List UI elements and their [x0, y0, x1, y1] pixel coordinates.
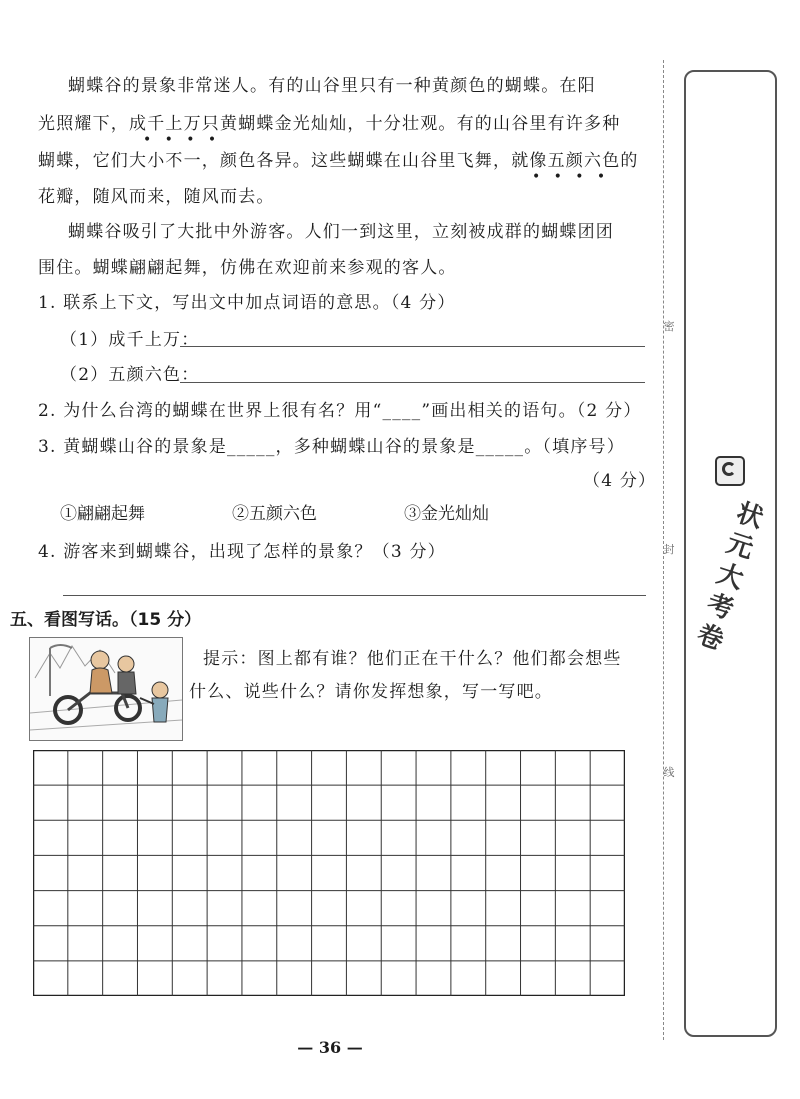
- option-2: ②五颜六色: [232, 504, 317, 524]
- question-3-score: （4 分）: [583, 471, 657, 491]
- passage-p2-line2: 围住。蝴蝶翩翩起舞，仿佛在欢迎前来参观的客人。: [38, 258, 457, 278]
- section-5-title: 五、看图写话。（15 分）: [10, 610, 202, 630]
- passage-p2-line1: 蝴蝶谷吸引了大批中外游客。人们一到这里，立刻被成群的蝴蝶团团: [68, 222, 614, 242]
- answer-line-1b[interactable]: [180, 381, 645, 383]
- question-1a-label: （1）成千上万：: [60, 330, 200, 350]
- answer-line-1a[interactable]: [180, 345, 645, 347]
- emphasis-dots-wuyanliuse: • • • •: [532, 169, 606, 185]
- brand-title: 状元大考卷: [693, 497, 767, 657]
- answer-line-4[interactable]: [63, 594, 646, 596]
- writing-grid[interactable]: [33, 750, 625, 996]
- passage-p1-line4: 花瓣，随风而来，随风而去。: [38, 187, 275, 207]
- page-number: — 36 —: [297, 1038, 363, 1057]
- question-3: 3. 黄蝴蝶山谷的景象是_____，多种蝴蝶山谷的景象是_____。（填序号）: [38, 437, 625, 457]
- brand-logo-icon: [715, 456, 745, 486]
- passage-p1-line3: 蝴蝶，它们大小不一，颜色各异。这些蝴蝶在山谷里飞舞，就像五颜六色的: [38, 151, 639, 171]
- motorbike-scene-icon: [30, 638, 182, 740]
- passage-p1-line2: 光照耀下，成千上万只黄蝴蝶金光灿灿，十分壮观。有的山谷里有许多种: [38, 114, 621, 134]
- question-1: 1. 联系上下文，写出文中加点词语的意思。（4 分）: [38, 293, 456, 313]
- illustration-motorbike: [29, 637, 183, 741]
- question-2: 2. 为什么台湾的蝴蝶在世界上很有名？用“____”画出相关的语句。（2 分）: [38, 401, 642, 421]
- option-1: ①翩翩起舞: [60, 504, 145, 524]
- seal-char-xian: 线: [663, 766, 675, 779]
- emphasis-dots-chengqianshangwan: • • • •: [143, 132, 217, 148]
- passage-p1-line1: 蝴蝶谷的景象非常迷人。有的山谷里只有一种黄颜色的蝴蝶。在阳: [68, 76, 596, 96]
- question-4: 4. 游客来到蝴蝶谷，出现了怎样的景象？（3 分）: [38, 542, 446, 562]
- seal-char-mi: 密: [663, 320, 675, 333]
- section-5-hint-line1: 提示：图上都有谁？他们正在干什么？他们都会想些: [203, 649, 622, 669]
- sidebar-brand-panel: [684, 70, 777, 1037]
- question-1b-label: （2）五颜六色：: [60, 365, 200, 385]
- section-5-hint-line2: 什么、说些什么？请你发挥想象，写一写吧。: [189, 682, 553, 702]
- seal-char-feng: 封: [663, 543, 675, 556]
- option-3: ③金光灿灿: [404, 504, 489, 524]
